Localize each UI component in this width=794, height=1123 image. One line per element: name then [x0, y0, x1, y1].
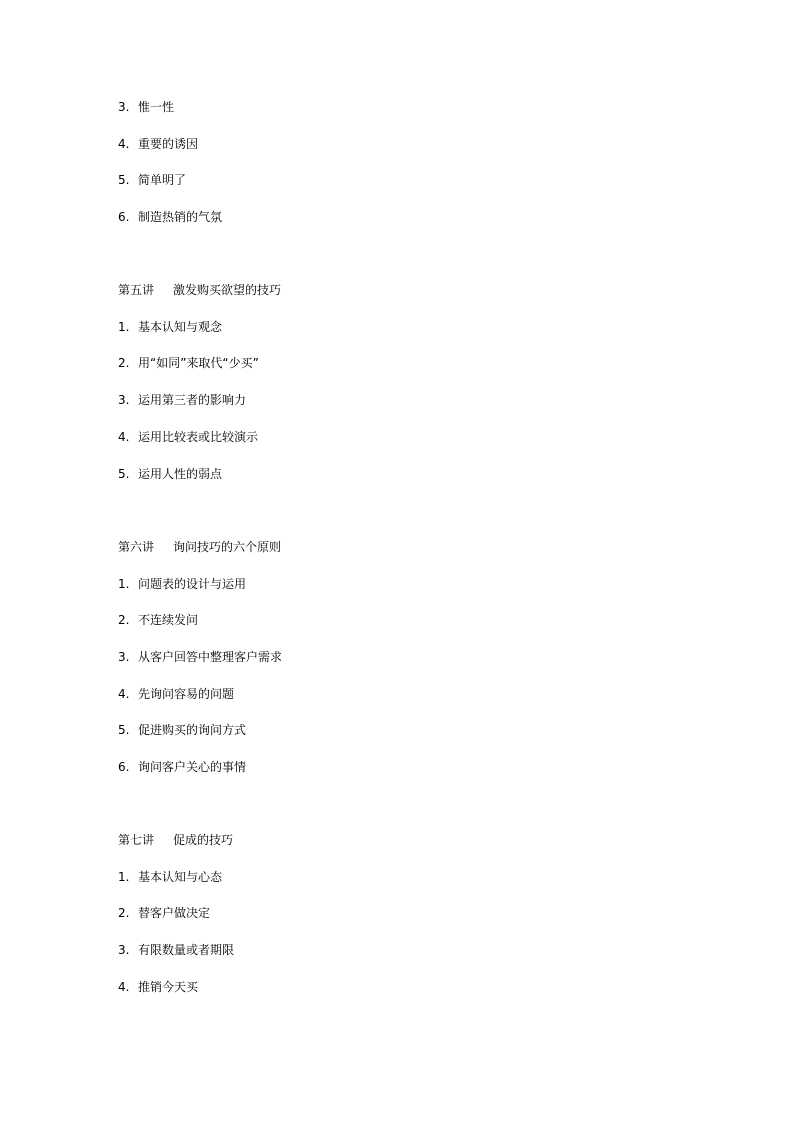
list-item-number: 3.	[118, 650, 130, 664]
list-item-number: 3.	[118, 943, 130, 957]
list-item	[118, 610, 198, 630]
list-item-text: 运用第三者的影响力	[138, 393, 247, 407]
list-item-text: 运用比较表或比较演示	[138, 430, 259, 444]
list-item-text: 用“如同”来取代“少买”	[138, 356, 259, 370]
list-item	[118, 940, 234, 960]
list-item-text: 问题表的设计与运用	[138, 577, 247, 591]
list-item	[118, 977, 198, 997]
list-item-number: 3.	[118, 100, 130, 114]
lecture-title: 激发购买欲望的技巧	[173, 283, 282, 297]
list-item	[118, 390, 246, 410]
list-item-text: 推销今天买	[138, 980, 199, 994]
list-item	[118, 353, 259, 373]
lecture-title: 促成的技巧	[173, 833, 234, 847]
list-item-text: 基本认知与心态	[138, 870, 223, 884]
list-item-number: 2.	[118, 613, 130, 627]
list-item	[118, 757, 246, 777]
list-item-number: 5.	[118, 467, 130, 481]
list-item-number: 1.	[118, 870, 130, 884]
list-item	[118, 903, 210, 923]
list-item-number: 3.	[118, 393, 130, 407]
list-item-text: 不连续发问	[138, 613, 199, 627]
section-heading	[118, 537, 281, 557]
list-item-text: 先询问容易的问题	[138, 687, 235, 701]
list-item	[118, 134, 198, 154]
list-item-number: 4.	[118, 687, 130, 701]
list-item-text: 从客户回答中整理客户需求	[138, 650, 283, 664]
section-heading	[118, 280, 281, 300]
list-item-number: 1.	[118, 577, 130, 591]
list-item	[118, 170, 186, 190]
list-item-text: 重要的诱因	[138, 137, 199, 151]
lecture-title: 询问技巧的六个原则	[173, 540, 282, 554]
list-item	[118, 684, 234, 704]
list-item-text: 运用人性的弱点	[138, 467, 223, 481]
list-item-number: 6.	[118, 760, 130, 774]
list-item-text: 惟一性	[138, 100, 175, 114]
list-item	[118, 97, 174, 117]
list-item-number: 4.	[118, 430, 130, 444]
list-item-number: 5.	[118, 173, 130, 187]
list-item-number: 2.	[118, 356, 130, 370]
list-item	[118, 867, 222, 887]
list-item-text: 有限数量或者期限	[138, 943, 235, 957]
list-item-text: 基本认知与观念	[138, 320, 223, 334]
list-item-number: 4.	[118, 137, 130, 151]
list-item	[118, 647, 282, 667]
list-item-text: 简单明了	[138, 173, 187, 187]
list-item-number: 4.	[118, 980, 130, 994]
lecture-number: 第六讲	[118, 540, 155, 554]
list-item-text: 制造热销的气氛	[138, 210, 223, 224]
list-item	[118, 317, 222, 337]
list-item-number: 2.	[118, 906, 130, 920]
list-item	[118, 464, 222, 484]
list-item-number: 1.	[118, 320, 130, 334]
list-item-text: 促进购买的询问方式	[138, 723, 247, 737]
lecture-number: 第七讲	[118, 833, 155, 847]
list-item	[118, 574, 246, 594]
list-item	[118, 720, 246, 740]
list-item-number: 6.	[118, 210, 130, 224]
list-item-text: 询问客户关心的事情	[138, 760, 247, 774]
lecture-number: 第五讲	[118, 283, 155, 297]
list-item-text: 替客户做决定	[138, 906, 211, 920]
list-item	[118, 207, 222, 227]
section-heading	[118, 830, 233, 850]
list-item-number: 5.	[118, 723, 130, 737]
list-item	[118, 427, 258, 447]
